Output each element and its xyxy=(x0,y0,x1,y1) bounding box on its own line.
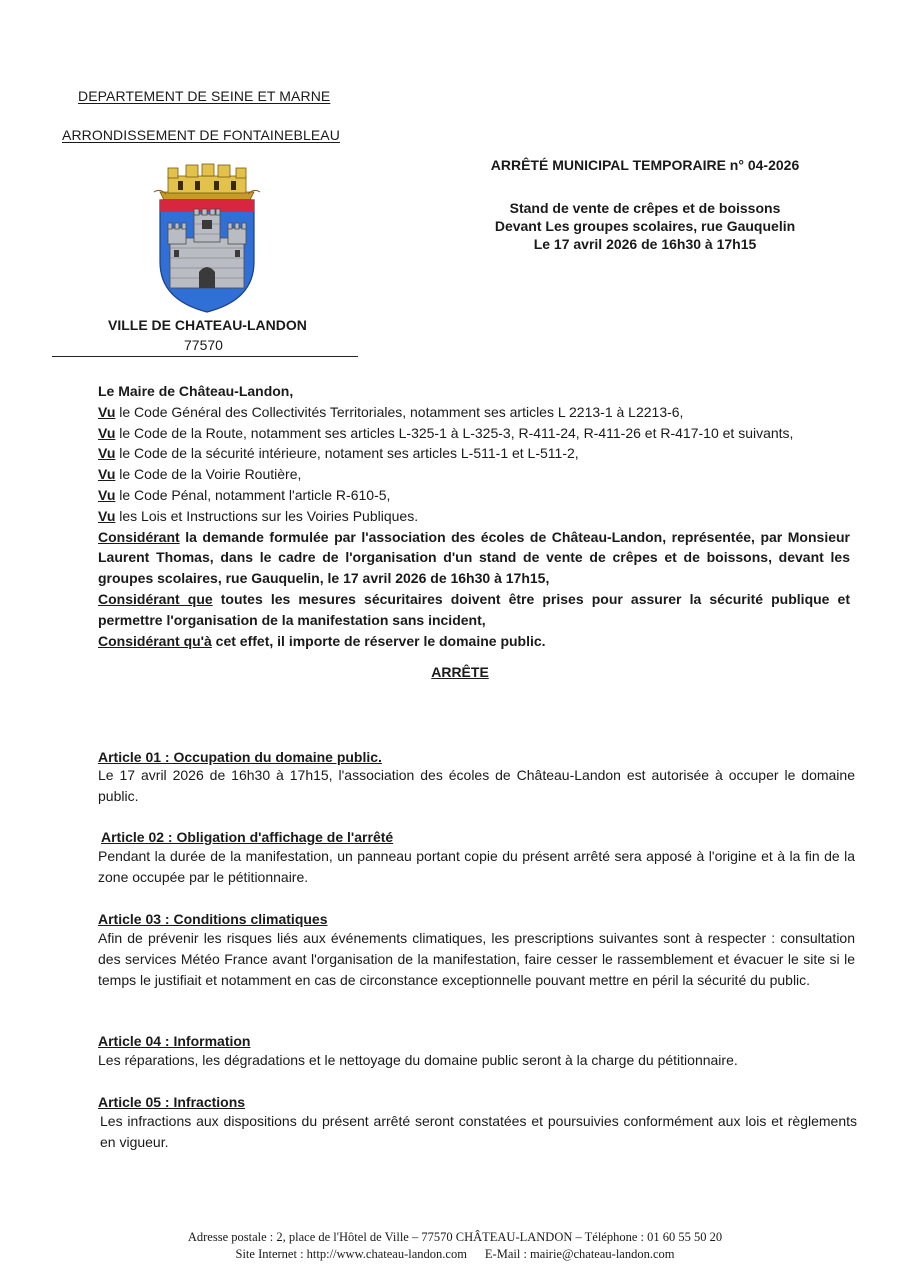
town-name: VILLE DE CHATEAU-LANDON xyxy=(108,317,307,333)
coat-of-arms-icon xyxy=(140,162,274,314)
mural-crown-icon xyxy=(154,164,260,200)
article-title: Article 05 : Infractions xyxy=(98,1094,246,1110)
vu-keyword: Vu xyxy=(98,424,116,441)
vu-item xyxy=(98,464,850,485)
postal-code: 77570 xyxy=(184,337,223,353)
vu-text: le Code de la Route, notamment ses articles L-325-1 à L-325-3, R-411-24, R-411-26 et R-417-10 et suivants, xyxy=(115,424,794,441)
decree-title: ARRÊTÉ MUNICIPAL TEMPORAIRE n° 04-2026 xyxy=(490,157,800,173)
vu-item xyxy=(98,402,850,423)
decree-subject-line3: Le 17 avril 2026 de 16h30 à 17h15 xyxy=(533,236,757,252)
considerant-text: toutes les mesures sécuritaires doivent être prises pour assurer la sécurité publique et permettre l'organisation de la manifestation sans incident, xyxy=(98,590,850,628)
considerant-item xyxy=(98,527,850,589)
article-body: Les infractions aux dispositions du présent arrêté seront constatées et poursuivies conformément aux lois et règlements en vigueur. xyxy=(100,1113,857,1150)
arrete-heading: ARRÊTE xyxy=(431,664,489,680)
header-divider xyxy=(52,356,358,357)
vu-keyword: Vu xyxy=(98,486,116,503)
considerant-item xyxy=(98,631,850,652)
considerant-item xyxy=(98,589,850,631)
considerant-text: la demande formulée par l'association des écoles de Château-Landon, représentée, par Monsieur Laurent Thomas, dans le cadre de l'organisation d'un stand de vente de crêpes et de boissons, devant les groupes scolaires, rue Gauquelin, le 17 avril 2026 de 16h30 à 17h15, xyxy=(98,528,850,587)
vu-text: le Code Général des Collectivités Territoriales, notamment ses articles L 2213-1 à L2213-6, xyxy=(115,403,684,420)
considerant-keyword: Considérant xyxy=(98,528,180,545)
article-title: Article 02 : Obligation d'affichage de l'arrêté xyxy=(101,829,394,845)
considerant-keyword: Considérant que xyxy=(98,590,213,607)
vu-text: les Lois et Instructions sur les Voiries Publiques. xyxy=(115,507,419,524)
considerant-text: cet effet, il importe de réserver le domaine public. xyxy=(211,632,546,649)
vu-keyword: Vu xyxy=(98,466,116,483)
vu-text: le Code de la Voirie Routière, xyxy=(115,466,302,483)
footer-address: Adresse postale : 2, place de l'Hôtel de Ville – 77570 CHÂTEAU-LANDON – Téléphone : 01 60 55 50 20 xyxy=(187,1230,723,1244)
vu-item xyxy=(98,423,850,444)
footer-contact xyxy=(0,1246,900,1263)
department-label: DEPARTEMENT DE SEINE ET MARNE xyxy=(78,88,331,104)
footer-website: Site Internet : http://www.chateau-landon.com xyxy=(235,1247,467,1261)
vu-text: le Code Pénal, notamment l'article R-610-5, xyxy=(115,486,391,503)
footer-email: E-Mail : mairie@chateau-landon.com xyxy=(484,1247,675,1261)
decree-subject-line2: Devant Les groupes scolaires, rue Gauquelin xyxy=(494,218,796,234)
vu-keyword: Vu xyxy=(98,507,116,524)
article-body: Afin de prévenir les risques liés aux événements climatiques, les prescriptions suivantes sont à respecter : consultation des services Météo France avant l'organisation de la manifestation, faire cesser le rassemblement et évacuer le site si le temps le justifiait et notamment en cas de circonstance exceptionnelle pouvant mettre en péril la sécurité du public. xyxy=(98,930,855,988)
article-body: Pendant la durée de la manifestation, un panneau portant copie du présent arrêté sera apposé à l'origine et à la fin de la zone occupée par le pétitionnaire. xyxy=(98,848,855,885)
considerant-keyword: Considérant qu'à xyxy=(98,632,212,649)
article-body: Le 17 avril 2026 de 16h30 à 17h15, l'association des écoles de Château-Landon est autorisée à occuper le domaine public. xyxy=(98,767,855,804)
article-title: Article 01 : Occupation du domaine public. xyxy=(98,749,382,765)
vu-item xyxy=(98,506,850,527)
article-body: Les réparations, les dégradations et le nettoyage du domaine public seront à la charge du pétitionnaire. xyxy=(98,1052,738,1068)
preamble xyxy=(98,381,850,651)
article-title: Article 03 : Conditions climatiques xyxy=(98,911,328,927)
mayor-line: Le Maire de Château-Landon, xyxy=(98,383,294,399)
vu-keyword: Vu xyxy=(98,445,116,462)
vu-text: le Code de la sécurité intérieure, notament ses articles L-511-1 et L-511-2, xyxy=(115,445,579,462)
vu-keyword: Vu xyxy=(98,403,116,420)
arrondissement-label: ARRONDISSEMENT DE FONTAINEBLEAU xyxy=(62,127,340,143)
decree-subject-line1: Stand de vente de crêpes et de boissons xyxy=(509,200,781,216)
vu-item xyxy=(98,485,850,506)
vu-item xyxy=(98,443,850,464)
article-title: Article 04 : Information xyxy=(98,1033,251,1049)
